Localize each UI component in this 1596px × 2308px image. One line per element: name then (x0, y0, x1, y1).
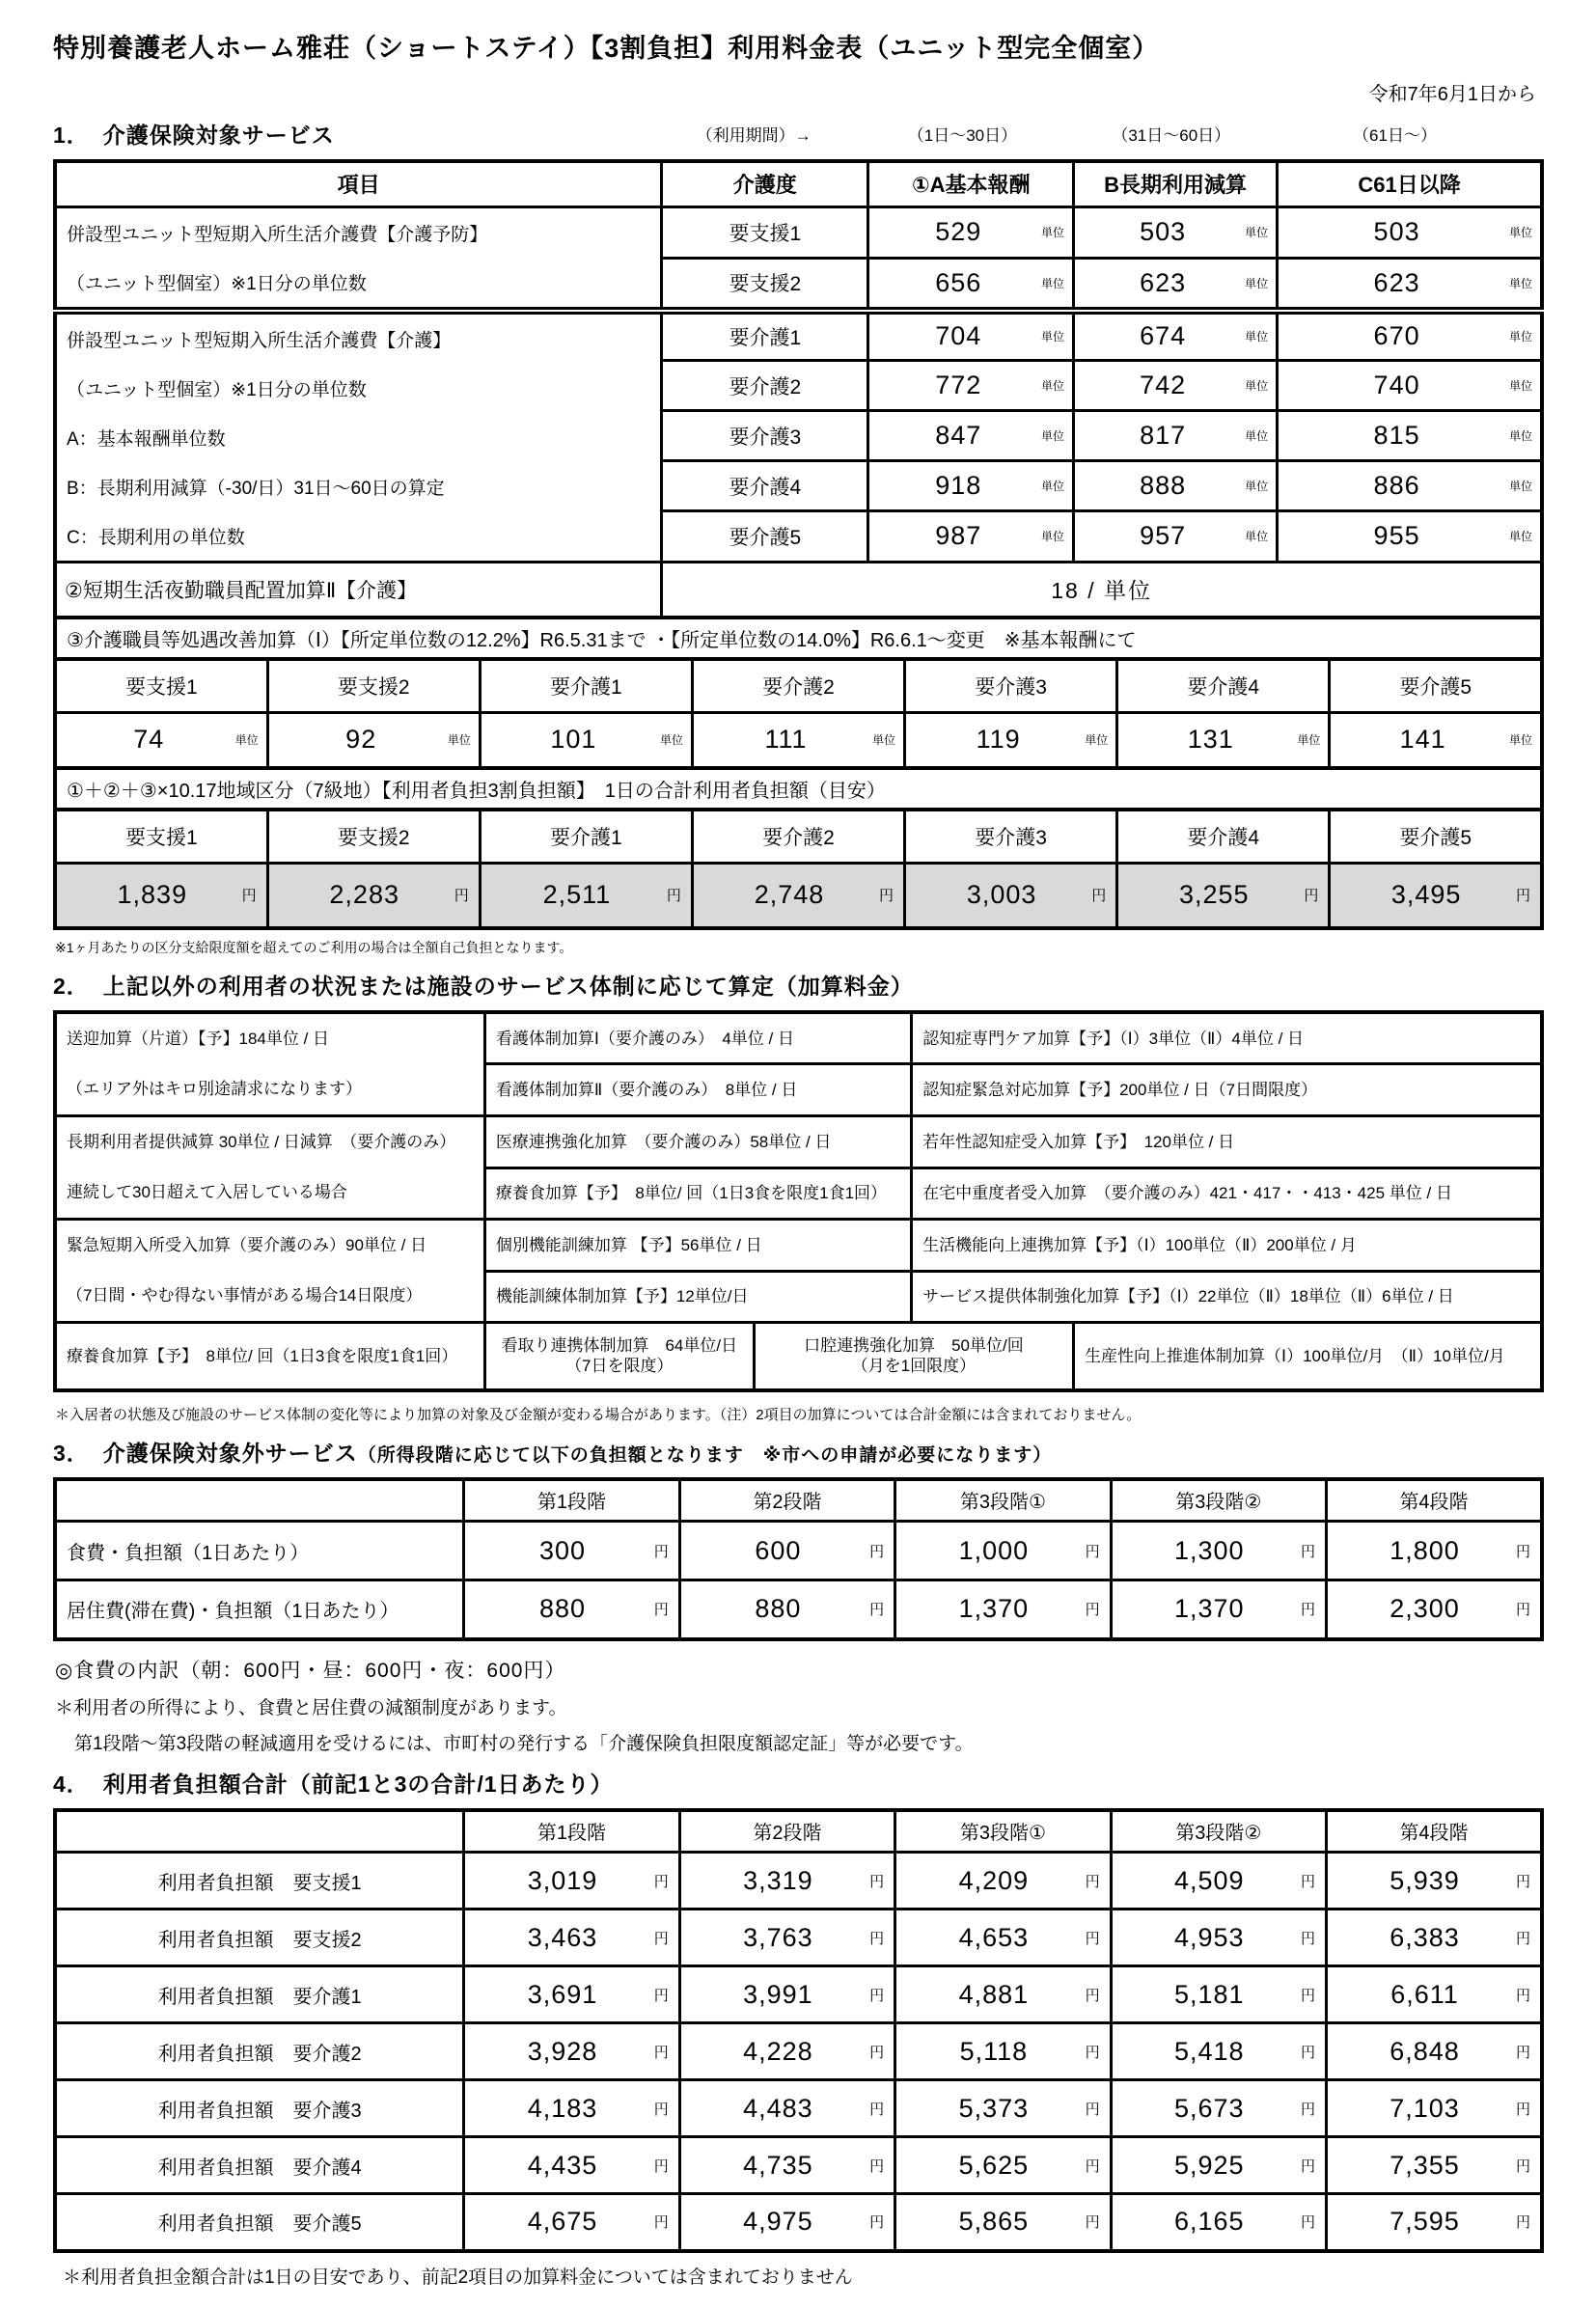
value-cell: 3,003 円 (905, 863, 1117, 928)
value-cell: 2,283 円 (267, 863, 480, 928)
nursing-system-1-cell: 看護体制加算Ⅰ（要介護のみ） 4単位 / 日 (484, 1012, 911, 1064)
col-header-stage1: 第1段階 (464, 1479, 679, 1522)
table-row (55, 1323, 1542, 1390)
col-header-stage4: 第4段階 (1327, 1810, 1542, 1853)
value-cell: 957 単位 (1074, 511, 1278, 562)
value-cell: 503 単位 (1278, 206, 1542, 259)
value-cell: 5,939 円 (1327, 1853, 1542, 1910)
col-header-stage3-2: 第3段階② (1111, 1479, 1326, 1522)
night-staff-addition-row (55, 562, 1542, 618)
value-cell: 918 単位 (868, 461, 1074, 511)
severe-home-care-cell: 在宅中重度者受入加算 （要介護のみ）421・417・・413・425 単位 / 日 (912, 1168, 1542, 1220)
residence-cost-row (55, 1580, 1542, 1639)
value-cell: 987 単位 (868, 511, 1074, 562)
section4-title: 利用者負担額合計（前記1と3の合計/1日あたり） (102, 1771, 614, 1797)
page-title: 特別養護老人ホーム雅荘（ショートステイ）【3割負担】利用料金表（ユニット型完全個室） (53, 34, 1160, 63)
therapeutic-diet-cell: 療養食加算【予】 8単位/ 回（1日3食を限度1食1回） (484, 1168, 911, 1220)
col-header: 要介護4 (1117, 810, 1330, 863)
value-cell: 1,370 円 (1111, 1580, 1326, 1639)
col-header: 要介護2 (692, 810, 904, 863)
care-level: 要支援2 (662, 259, 868, 311)
value-cell: 111 単位 (692, 712, 904, 768)
col-header: 要介護5 (1330, 659, 1542, 712)
period-label: （利用期間）→ (696, 126, 812, 145)
table-row (55, 712, 1542, 768)
col-header: 要支援2 (267, 810, 480, 863)
col-header: 要支援1 (55, 659, 267, 712)
period-range-1: （1日～30日） (907, 126, 1018, 145)
table-header-row (55, 659, 1542, 712)
burden-row-yokaigo5 (55, 2194, 1542, 2251)
value-cell: 6,848 円 (1327, 2023, 1542, 2080)
value-cell: 4,228 円 (679, 2023, 894, 2080)
value-cell: 3,763 円 (679, 1910, 894, 1966)
value-cell: 4,435 円 (464, 2137, 679, 2194)
value-cell: 3,928 円 (464, 2023, 679, 2080)
care-level: 要介護4 (662, 461, 868, 511)
section1-note: ※1ヶ月あたりの区分支給限度額を超えてのご利用の場合は全額自己負担となります。 (55, 940, 573, 955)
treatment-improvement-table (53, 657, 1544, 770)
non-insurance-table (53, 1477, 1544, 1641)
section3-title: 介護保険対象外サービス (102, 1440, 358, 1466)
value-cell: 7,355 円 (1327, 2137, 1542, 2194)
value-cell: 4,509 円 (1111, 1853, 1326, 1910)
training-system-cell: 機能訓練体制加算【予】12単位/日 (484, 1271, 911, 1323)
value-cell: 817 単位 (1074, 411, 1278, 461)
value-cell: 740 単位 (1278, 361, 1542, 411)
section3-subtitle: （所得段階に応じて以下の負担額となります ※市への申請が必要になります） (357, 1444, 1053, 1466)
value-cell: 4,953 円 (1111, 1910, 1326, 1966)
value-cell: 7,103 円 (1327, 2080, 1542, 2137)
section3-heading (53, 1436, 1544, 1468)
value-cell: 3,495 円 (1330, 863, 1542, 928)
table-row (55, 206, 1542, 259)
col-header: 要支援2 (267, 659, 480, 712)
value-cell: 3,463 円 (464, 1910, 679, 1966)
item-cell-care: 併設型ユニット型短期入所生活介護費【介護】 （ユニット型個室）※1日分の単位数 A：基本報酬単位数 B：長期利用減算（-30/日）31日～60日の算定 C：長期利用の単位数 (55, 311, 662, 563)
dementia-emergency-cell: 認知症緊急対応加算【予】200単位 / 日（7日間限度） (912, 1064, 1542, 1116)
col-header-carelevel: 介護度 (662, 161, 868, 206)
meal-cost-row (55, 1522, 1542, 1580)
value-cell: 2,300 円 (1327, 1580, 1542, 1639)
care-level: 要介護2 (662, 361, 868, 411)
item-cell-prevention: 併設型ユニット型短期入所生活介護費【介護予防】 （ユニット型個室）※1日分の単位数 (55, 206, 662, 311)
oral-cooperation-cell: 口腔連携強化加算 50単位/回 （月を1回限度） (754, 1323, 1073, 1390)
total-burden-table (53, 1808, 1544, 2253)
col-header-stage3-1: 第3段階① (895, 1479, 1111, 1522)
period-range-3: （61日～） (1353, 126, 1437, 145)
burden-row-yoshien1 (55, 1853, 1542, 1910)
effective-date: 令和7年6月1日から (1368, 84, 1536, 105)
table-header-row (55, 161, 1542, 206)
value-cell: 1,370 円 (895, 1580, 1111, 1639)
value-cell: 670 単位 (1278, 311, 1542, 361)
col-header-stage2: 第2段階 (679, 1810, 894, 1853)
meal-breakdown-note: ◎食費の内訳（朝：600円・昼：600円・夜：600円） (55, 1659, 566, 1682)
addition2-label: ②短期生活夜勤職員配置加算Ⅱ【介護】 (55, 562, 662, 618)
value-cell: 5,418 円 (1111, 2023, 1326, 2080)
table-row (55, 1116, 1542, 1168)
value-cell: 5,118 円 (895, 2023, 1111, 2080)
value-cell: 1,000 円 (895, 1522, 1111, 1580)
col-header: 要介護3 (905, 659, 1117, 712)
value-cell: 131 単位 (1117, 712, 1330, 768)
value-cell: 704 単位 (868, 311, 1074, 361)
therapeutic-diet-cell-2: 療養食加算【予】 8単位/ 回（1日3食を限度1食1回） (55, 1323, 484, 1390)
section1-block (53, 159, 1544, 930)
value-cell: 772 単位 (868, 361, 1074, 411)
row-label: 利用者負担額 要介護3 (55, 2080, 464, 2137)
value-cell: 3,019 円 (464, 1853, 679, 1910)
treatment-improvement-label: ③介護職員等処遇改善加算（Ⅰ）【所定単位数の12.2%】R6.5.31まで ・【所定単位数の14.0%】R6.6.1～変更 ※基本報酬にて (53, 616, 1544, 661)
insurance-service-table (53, 159, 1544, 619)
value-cell: 742 単位 (1074, 361, 1278, 411)
value-cell: 880 円 (464, 1580, 679, 1639)
col-header: 要介護2 (692, 659, 904, 712)
value-cell: 955 単位 (1278, 511, 1542, 562)
section1-title: 介護保険対象サービス (102, 123, 335, 148)
highlighted-total-row (55, 863, 1542, 928)
period-range-2: （31日～60日） (1112, 126, 1231, 145)
section3-number: 3． (53, 1440, 90, 1466)
pickup-addition-cell: 送迎加算（片道）【予】184単位 / 日 （エリア外はキロ別途請求になります） (55, 1012, 484, 1116)
section2-title: 上記以外の利用者の状況または施設のサービス体制に応じて算定（加算料金） (102, 974, 914, 999)
col-header-stage4: 第4段階 (1327, 1479, 1542, 1522)
productivity-improvement-cell: 生産性向上推進体制加算（Ⅰ）100単位/月 （Ⅱ）10単位/月 (1074, 1323, 1542, 1390)
value-cell: 92 単位 (267, 712, 480, 768)
value-cell: 880 円 (679, 1580, 894, 1639)
row-label: 利用者負担額 要介護4 (55, 2137, 464, 2194)
value-cell: 623 単位 (1278, 259, 1542, 311)
care-level: 要介護5 (662, 511, 868, 562)
value-cell: 5,373 円 (895, 2080, 1111, 2137)
section4-number: 4． (53, 1771, 90, 1797)
value-cell: 300 円 (464, 1522, 679, 1580)
burden-row-yokaigo4 (55, 2137, 1542, 2194)
value-cell: 6,611 円 (1327, 1966, 1542, 2023)
value-cell: 3,691 円 (464, 1966, 679, 2023)
section2-heading (53, 969, 1544, 1001)
col-header-b: B長期利用減算 (1074, 161, 1278, 206)
value-cell: 815 単位 (1278, 411, 1542, 461)
table-row (55, 1220, 1542, 1272)
col-header-stage3-2: 第3段階② (1111, 1810, 1326, 1853)
life-function-cooperation-cell: 生活機能向上連携加算【予】（Ⅰ）100単位（Ⅱ）200単位 / 月 (912, 1220, 1542, 1272)
certificate-note: 第1段階～第3段階の軽減適用を受けるには、市町村の発行する「介護保険負担限度額認定証」等が必要です。 (74, 1733, 974, 1754)
service-system-strengthening-cell: サービス提供体制強化加算【予】（Ⅰ）22単位（Ⅱ）18単位（Ⅱ）6単位 / 日 (912, 1271, 1542, 1323)
value-cell: 6,165 円 (1111, 2194, 1326, 2251)
value-cell: 1,839 円 (55, 863, 267, 928)
value-cell: 74 単位 (55, 712, 267, 768)
col-header: 要介護5 (1330, 810, 1542, 863)
value-cell: 5,925 円 (1111, 2137, 1326, 2194)
row-label: 利用者負担額 要支援1 (55, 1853, 464, 1910)
burden-row-yoshien2 (55, 1910, 1542, 1966)
row-label: 利用者負担額 要介護5 (55, 2194, 464, 2251)
value-cell: 5,673 円 (1111, 2080, 1326, 2137)
section4-heading (53, 1767, 1544, 1799)
value-cell: 4,483 円 (679, 2080, 894, 2137)
care-level: 要支援1 (662, 206, 868, 259)
section1-heading (53, 118, 1544, 150)
burden-row-yokaigo1 (55, 1966, 1542, 2023)
col-header-a: ①A基本報酬 (868, 161, 1074, 206)
value-cell: 3,255 円 (1117, 863, 1330, 928)
value-cell: 101 単位 (480, 712, 692, 768)
col-header-c: C61日以降 (1278, 161, 1542, 206)
value-cell: 7,595 円 (1327, 2194, 1542, 2251)
value-cell: 847 単位 (868, 411, 1074, 461)
col-header: 要支援1 (55, 810, 267, 863)
col-header-stage2: 第2段階 (679, 1479, 894, 1522)
value-cell: 674 単位 (1074, 311, 1278, 361)
value-cell: 1,300 円 (1111, 1522, 1326, 1580)
value-cell: 886 単位 (1278, 461, 1542, 511)
longterm-reduction-cell: 長期利用者提供減算 30単位 / 日減算 （要介護のみ） 連続して30日超えて入居している場合 (55, 1116, 484, 1220)
col-header: 要介護1 (480, 810, 692, 863)
value-cell: 3,319 円 (679, 1853, 894, 1910)
table-header-row (55, 810, 1542, 863)
value-cell: 2,511 円 (480, 863, 692, 928)
value-cell: 503 単位 (1074, 206, 1278, 259)
value-cell: 4,675 円 (464, 2194, 679, 2251)
nursing-system-2-cell: 看護体制加算Ⅱ（要介護のみ） 8単位 / 日 (484, 1064, 911, 1116)
value-cell: 5,181 円 (1111, 1966, 1326, 2023)
reduction-note: ＊利用者の所得により、食費と居住費の減額制度があります。 (55, 1697, 567, 1718)
section1-number: 1． (53, 123, 90, 148)
daily-total-table (53, 808, 1544, 930)
value-cell: 4,735 円 (679, 2137, 894, 2194)
value-cell: 4,209 円 (895, 1853, 1111, 1910)
table-header-row (55, 1810, 1542, 1853)
row-label: 利用者負担額 要介護2 (55, 2023, 464, 2080)
table-row (55, 1012, 1542, 1064)
section2-note: ＊入居者の状態及び施設のサービス体制の変化等により加算の対象及び金額が変わる場合があります。（注）2項目の加算については合計金額には含まれておりません。 (55, 1406, 1142, 1423)
col-header-stage3-1: 第3段階① (895, 1810, 1111, 1853)
value-cell: 4,881 円 (895, 1966, 1111, 2023)
col-header-stage1: 第1段階 (464, 1810, 679, 1853)
care-level: 要介護1 (662, 311, 868, 361)
value-cell: 3,991 円 (679, 1966, 894, 2023)
col-header: 要介護1 (480, 659, 692, 712)
endoflife-cooperation-cell: 看取り連携体制加算 64単位/日 （7日を限度） (484, 1323, 754, 1390)
table-header-row (55, 1479, 1542, 1522)
col-header: 要介護4 (1117, 659, 1330, 712)
individual-training-cell: 個別機能訓練加算 【予】56単位 / 日 (484, 1220, 911, 1272)
value-cell: 656 単位 (868, 259, 1074, 311)
value-cell: 888 単位 (1074, 461, 1278, 511)
value-cell: 4,975 円 (679, 2194, 894, 2251)
addition2-value: 18 / 単位 (662, 562, 1542, 618)
value-cell: 600 円 (679, 1522, 894, 1580)
row-label: 居住費(滞在費)・負担額（1日あたり） (55, 1580, 464, 1639)
value-cell: 5,865 円 (895, 2194, 1111, 2251)
value-cell: 141 単位 (1330, 712, 1542, 768)
value-cell: 5,625 円 (895, 2137, 1111, 2194)
col-header: 要介護3 (905, 810, 1117, 863)
daily-total-label: ①＋②＋③×10.17地域区分（7級地）【利用者負担3割負担額】 1日の合計利用者負担額（目安） (53, 766, 1544, 811)
young-dementia-cell: 若年性認知症受入加算【予】 120単位 / 日 (912, 1116, 1542, 1168)
emergency-shortstay-cell: 緊急短期入所受入加算（要介護のみ）90単位 / 日 （7日間・やむ得ない事情がある場合14日限度） (55, 1220, 484, 1323)
value-cell: 2,748 円 (692, 863, 904, 928)
section2-number: 2． (53, 974, 90, 999)
section4-note: ＊利用者負担金額合計は1日の目安であり、前記2項目の加算料金については含まれておりません (63, 2267, 853, 2288)
value-cell: 1,800 円 (1327, 1522, 1542, 1580)
col-header-empty (55, 1810, 464, 1853)
value-cell: 4,653 円 (895, 1910, 1111, 1966)
col-header-item: 項目 (55, 161, 662, 206)
medical-cooperation-cell: 医療連携強化加算 （要介護のみ）58単位 / 日 (484, 1116, 911, 1168)
col-header-empty (55, 1479, 464, 1522)
value-cell: 119 単位 (905, 712, 1117, 768)
value-cell: 529 単位 (868, 206, 1074, 259)
value-cell: 6,383 円 (1327, 1910, 1542, 1966)
row-label: 食費・負担額（1日あたり） (55, 1522, 464, 1580)
addition-fees-table (53, 1010, 1544, 1392)
burden-row-yokaigo2 (55, 2023, 1542, 2080)
table-row (55, 311, 1542, 361)
row-label: 利用者負担額 要支援2 (55, 1910, 464, 1966)
dementia-care-cell: 認知症専門ケア加算【予】（Ⅰ）3単位（Ⅱ）4単位 / 日 (912, 1012, 1542, 1064)
care-level: 要介護3 (662, 411, 868, 461)
value-cell: 4,183 円 (464, 2080, 679, 2137)
value-cell: 623 単位 (1074, 259, 1278, 311)
burden-row-yokaigo3 (55, 2080, 1542, 2137)
row-label: 利用者負担額 要介護1 (55, 1966, 464, 2023)
